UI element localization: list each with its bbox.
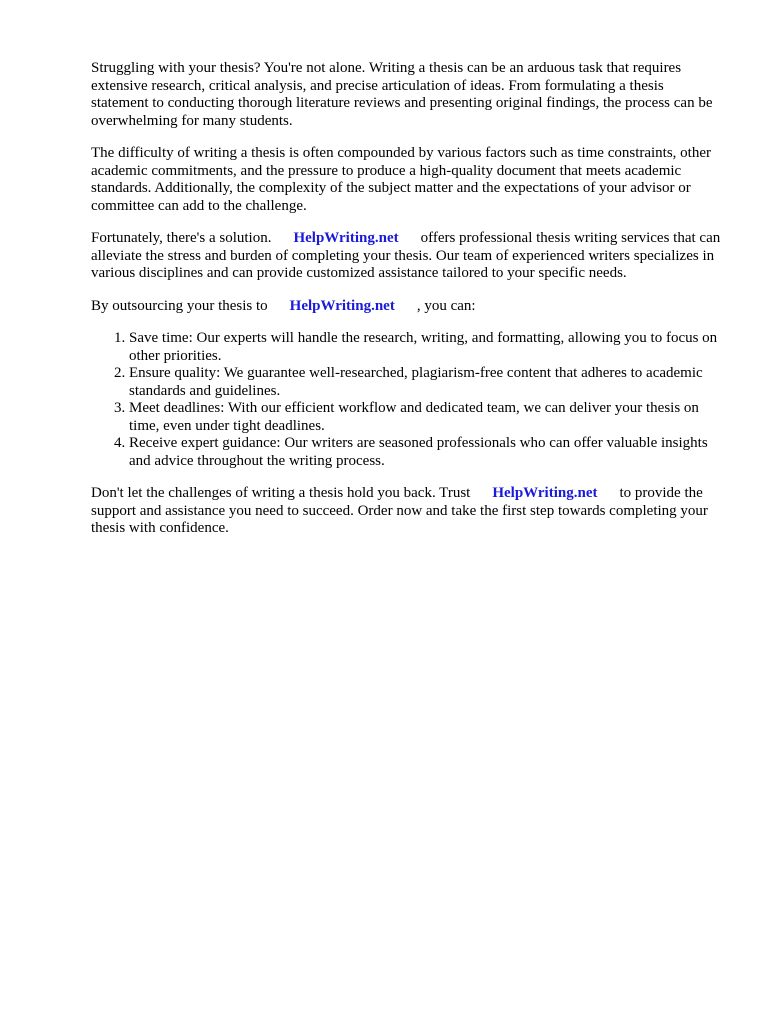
- list-item: 2. Ensure quality: We guarantee well-researched, plagiarism-free content that adheres to academic standards and guidelines.: [129, 365, 723, 400]
- helpwriting-link[interactable]: HelpWriting.net: [289, 297, 395, 314]
- solution-paragraph: [91, 230, 723, 283]
- document-body: [91, 60, 723, 553]
- outsourcing-text-before: By outsourcing your thesis to: [91, 297, 268, 314]
- closing-text-after: to provide the support and assistance you need to succeed. Order now and take the first step towards completing your thesis with confidence.: [91, 485, 708, 536]
- list-item: 1. Save time: Our experts will handle the research, writing, and formatting, allowing you to focus on other priorities.: [129, 330, 723, 365]
- outsourcing-text-after: , you can:: [416, 297, 476, 314]
- list-item: 3. Meet deadlines: With our efficient workflow and dedicated team, we can deliver your thesis on time, even under tight deadlines.: [129, 400, 723, 435]
- outsourcing-paragraph: [91, 298, 723, 316]
- helpwriting-link[interactable]: HelpWriting.net: [293, 230, 399, 246]
- closing-text-before: Don't let the challenges of writing a thesis hold you back. Trust: [91, 485, 471, 501]
- difficulty-paragraph: The difficulty of writing a thesis is often compounded by various factors such as time constraints, other academic commitments, and the pressure to produce a high-quality document that meets academic standards. Additionally, the complexity of the subject matter and the expectations of your advisor or committee can add to the challenge.: [91, 145, 712, 214]
- solution-text-after: offers professional thesis writing services that can alleviate the stress and burden of completing your thesis. Our team of experienced writers specializes in various disciplines and can provide customized assistance tailored to your specific needs.: [91, 230, 721, 281]
- intro-paragraph: Struggling with your thesis? You're not alone. Writing a thesis can be an arduous task that requires extensive research, critical analysis, and precise articulation of ideas. From formulating a thesis statement to conducting thorough literature reviews and presenting original findings, the process can be overwhelming for many students.: [91, 60, 713, 129]
- solution-text-before: Fortunately, there's a solution.: [91, 230, 272, 246]
- list-item: 4. Receive expert guidance: Our writers are seasoned professionals who can offer valuable insights and advice throughout the writing process.: [129, 435, 723, 470]
- closing-paragraph: [91, 485, 723, 538]
- benefits-list: [91, 330, 723, 470]
- helpwriting-link[interactable]: HelpWriting.net: [492, 485, 598, 501]
